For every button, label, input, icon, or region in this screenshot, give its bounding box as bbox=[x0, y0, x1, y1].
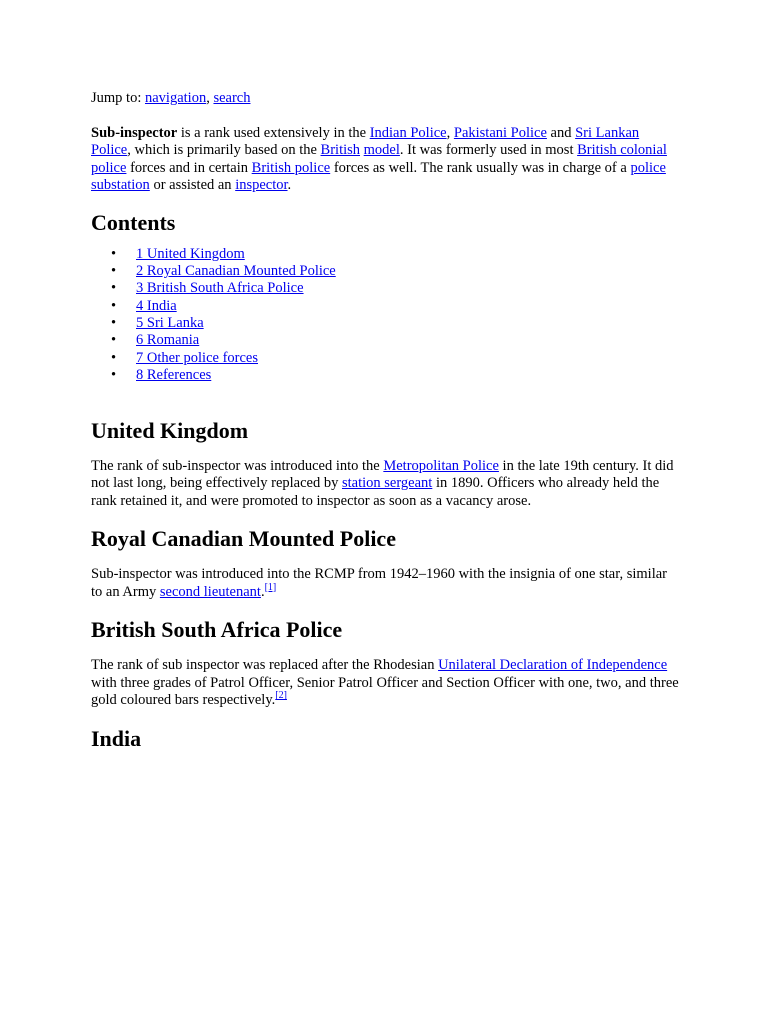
intro-text: , which is primarily based on the bbox=[127, 142, 321, 158]
british-colonial-link[interactable]: British colonial bbox=[577, 142, 667, 158]
pakistani-police-link[interactable]: Pakistani Police bbox=[453, 124, 547, 141]
inspector-link[interactable]: inspector bbox=[235, 177, 288, 193]
second-lieutenant-link[interactable]: second lieutenant bbox=[159, 583, 261, 600]
paragraph-text: in the late 19th century. It did not last long, being effectively replaced by bbox=[91, 457, 674, 492]
model-link[interactable]: model bbox=[363, 142, 400, 158]
section-heading-bsap: British South Africa Police bbox=[91, 617, 343, 643]
contents-heading: Contents bbox=[91, 209, 176, 235]
station-sergeant-link[interactable]: station sergeant bbox=[341, 475, 433, 492]
jump-links bbox=[91, 90, 681, 108]
jump-prefix: Jump to: bbox=[91, 90, 142, 106]
intro-text: . It was formerly used in most bbox=[399, 142, 578, 158]
toc-link-royal-canadian-mounted-police[interactable]: 2 Royal Canadian Mounted Police bbox=[136, 262, 336, 279]
reference-link-1[interactable]: [1] bbox=[264, 581, 277, 593]
toc-item bbox=[91, 315, 681, 332]
toc-item bbox=[91, 332, 681, 349]
reference-link-2[interactable]: [2] bbox=[275, 690, 287, 702]
british-link[interactable]: British bbox=[320, 142, 361, 158]
paragraph-text: Sub-inspector was introduced into the RCMP from 1942–1960 with the insignia of one star, similar to an Army bbox=[91, 566, 667, 600]
police-substation-link[interactable]: police substation bbox=[91, 159, 666, 193]
intro-text: and bbox=[546, 124, 576, 141]
toc-link-romania[interactable]: 6 Romania bbox=[136, 332, 200, 349]
table-of-contents bbox=[91, 246, 681, 385]
toc-item bbox=[91, 350, 681, 367]
bullet-icon: • bbox=[111, 262, 117, 279]
indian-police-link[interactable]: Indian Police bbox=[369, 124, 447, 141]
metropolitan-police-link[interactable]: Metropolitan Police bbox=[383, 457, 499, 474]
bullet-icon: • bbox=[111, 367, 117, 384]
search-link[interactable]: search bbox=[213, 90, 251, 106]
sri-lankan-police-link[interactable]: Sri Lankan Police bbox=[91, 124, 640, 158]
paragraph-text: in 1890. Officers who already held the rank retained it, and were promoted to inspector as soon as a vacancy arose. bbox=[91, 475, 660, 509]
section-heading-rcmp: Royal Canadian Mounted Police bbox=[91, 526, 396, 552]
paragraph-text: The rank of sub inspector was replaced after the Rhodesian bbox=[91, 657, 439, 674]
united-kingdom-paragraph bbox=[91, 458, 681, 511]
paragraph-text: The rank of sub-inspector was introduced into the bbox=[91, 457, 384, 474]
bullet-icon: • bbox=[111, 332, 117, 349]
bullet-icon: • bbox=[111, 280, 117, 297]
rcmp-paragraph bbox=[91, 566, 681, 601]
police-link[interactable]: police bbox=[91, 159, 127, 176]
section-heading-united-kingdom: United Kingdom bbox=[91, 417, 249, 443]
udi-link[interactable]: Unilateral Declaration of Independence bbox=[438, 657, 668, 674]
toc-link-united-kingdom[interactable]: 1 United Kingdom bbox=[136, 245, 245, 262]
toc-link-british-south-africa-police[interactable]: 3 British South Africa Police bbox=[136, 280, 304, 297]
toc-link-references[interactable]: 8 References bbox=[136, 367, 212, 384]
bullet-icon: • bbox=[111, 297, 117, 314]
bsap-paragraph bbox=[91, 657, 681, 710]
toc-link-sri-lanka[interactable]: 5 Sri Lanka bbox=[136, 315, 204, 332]
paragraph-text: with three grades of Patrol Officer, Senior Patrol Officer and Section Officer with one, two, and three gold coloured bars respectively. bbox=[91, 674, 679, 709]
intro-text: , bbox=[446, 124, 454, 141]
jump-separator: , bbox=[206, 90, 210, 106]
toc-item bbox=[91, 246, 681, 263]
intro-text: . bbox=[287, 177, 292, 193]
toc-item bbox=[91, 263, 681, 280]
section-heading-india: India bbox=[91, 725, 142, 751]
bullet-icon: • bbox=[111, 245, 117, 262]
intro-text: forces as well. The rank usually was in charge of a bbox=[330, 159, 631, 176]
bullet-icon: • bbox=[111, 349, 117, 366]
british-police-link[interactable]: British police bbox=[251, 159, 331, 176]
toc-item bbox=[91, 280, 681, 297]
bullet-icon: • bbox=[111, 315, 117, 332]
intro-text: forces and in certain bbox=[126, 159, 252, 176]
toc-item bbox=[91, 367, 681, 384]
intro-text: is a rank used extensively in the bbox=[177, 124, 370, 141]
intro-text: or assisted an bbox=[149, 177, 236, 193]
toc-link-other-police-forces[interactable]: 7 Other police forces bbox=[136, 349, 258, 366]
paragraph-text: . bbox=[260, 583, 265, 600]
intro-term: Sub-inspector bbox=[91, 124, 178, 141]
navigation-link[interactable]: navigation bbox=[144, 90, 207, 106]
article-content bbox=[91, 90, 681, 766]
toc-item bbox=[91, 298, 681, 315]
toc-link-india[interactable]: 4 India bbox=[136, 297, 177, 314]
intro-paragraph bbox=[91, 125, 681, 195]
